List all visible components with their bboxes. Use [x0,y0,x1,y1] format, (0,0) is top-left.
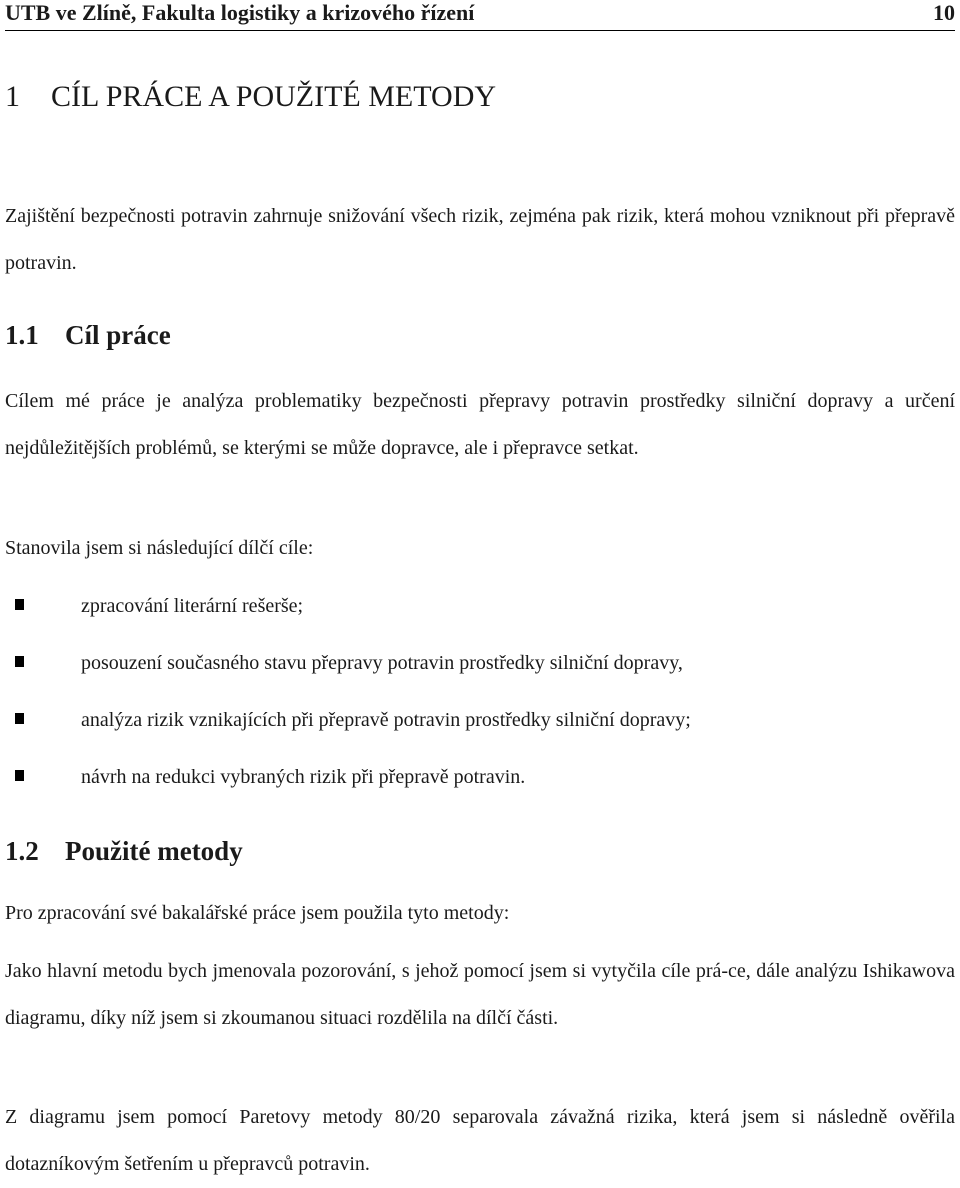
methods-intro: Pro zpracování své bakalářské práce jsem použila tyto metody: [5,902,510,924]
header-page-number: 10 [933,0,955,25]
chapter-title-text: CÍL PRÁCE A POUŽITÉ METODY [51,80,497,113]
methods-paragraph-2: Z diagramu jsem pomocí Paretovy metody 80/20 separovala závažná rizika, která jsem si následně ověřila dotazníkovým šetřením u přepravců potravin. [5,1106,955,1175]
list-item: zpracování literární rešerše; [5,582,955,639]
section-title-text-1: Cíl práce [65,320,171,350]
bullet-square-icon [15,770,24,781]
section-number-1: 1.1 [5,320,39,350]
goals-intro: Stanovila jsem si následující dílčí cíle: [5,537,314,559]
section-title-1 [5,318,171,352]
header-institution: UTB ve Zlíně, Fakulta logistiky a krizového řízení [5,0,475,25]
list-item: návrh na redukci vybraných rizik při přepravě potravin. [5,753,955,810]
section-title-2 [5,834,243,868]
bullet-square-icon [15,713,24,724]
goals-list [5,582,955,810]
chapter-intro: Zajištění bezpečnosti potravin zahrnuje snižování všech rizik, zejména pak rizik, která mohou vzniknout při přepravě potravin. [5,205,955,274]
chapter-title [5,78,496,116]
bullet-square-icon [15,656,24,667]
section-title-text-2: Použité metody [65,836,243,866]
methods-paragraph-1: Jako hlavní metodu bych jmenovala pozorování, s jehož pomocí jsem si vytyčila cíle prá-ce, dále analýzu Ishikawova diagramu, díky níž jsem si zkoumanou situaci rozdělila na dílčí části. [5,960,955,1029]
list-item: analýza rizik vznikajících při přepravě potravin prostředky silniční dopravy; [5,696,955,753]
chapter-number: 1 [5,80,20,113]
list-item: posouzení současného stavu přepravy potravin prostředky silniční dopravy, [5,639,955,696]
running-header [5,0,955,31]
section1-paragraph: Cílem mé práce je analýza problematiky bezpečnosti přepravy potravin prostředky silniční dopravy a určení nejdůležitějších problémů, se kterými se může dopravce, ale i přepravce setkat. [5,390,955,459]
bullet-square-icon [15,599,24,610]
section-number-2: 1.2 [5,836,39,866]
